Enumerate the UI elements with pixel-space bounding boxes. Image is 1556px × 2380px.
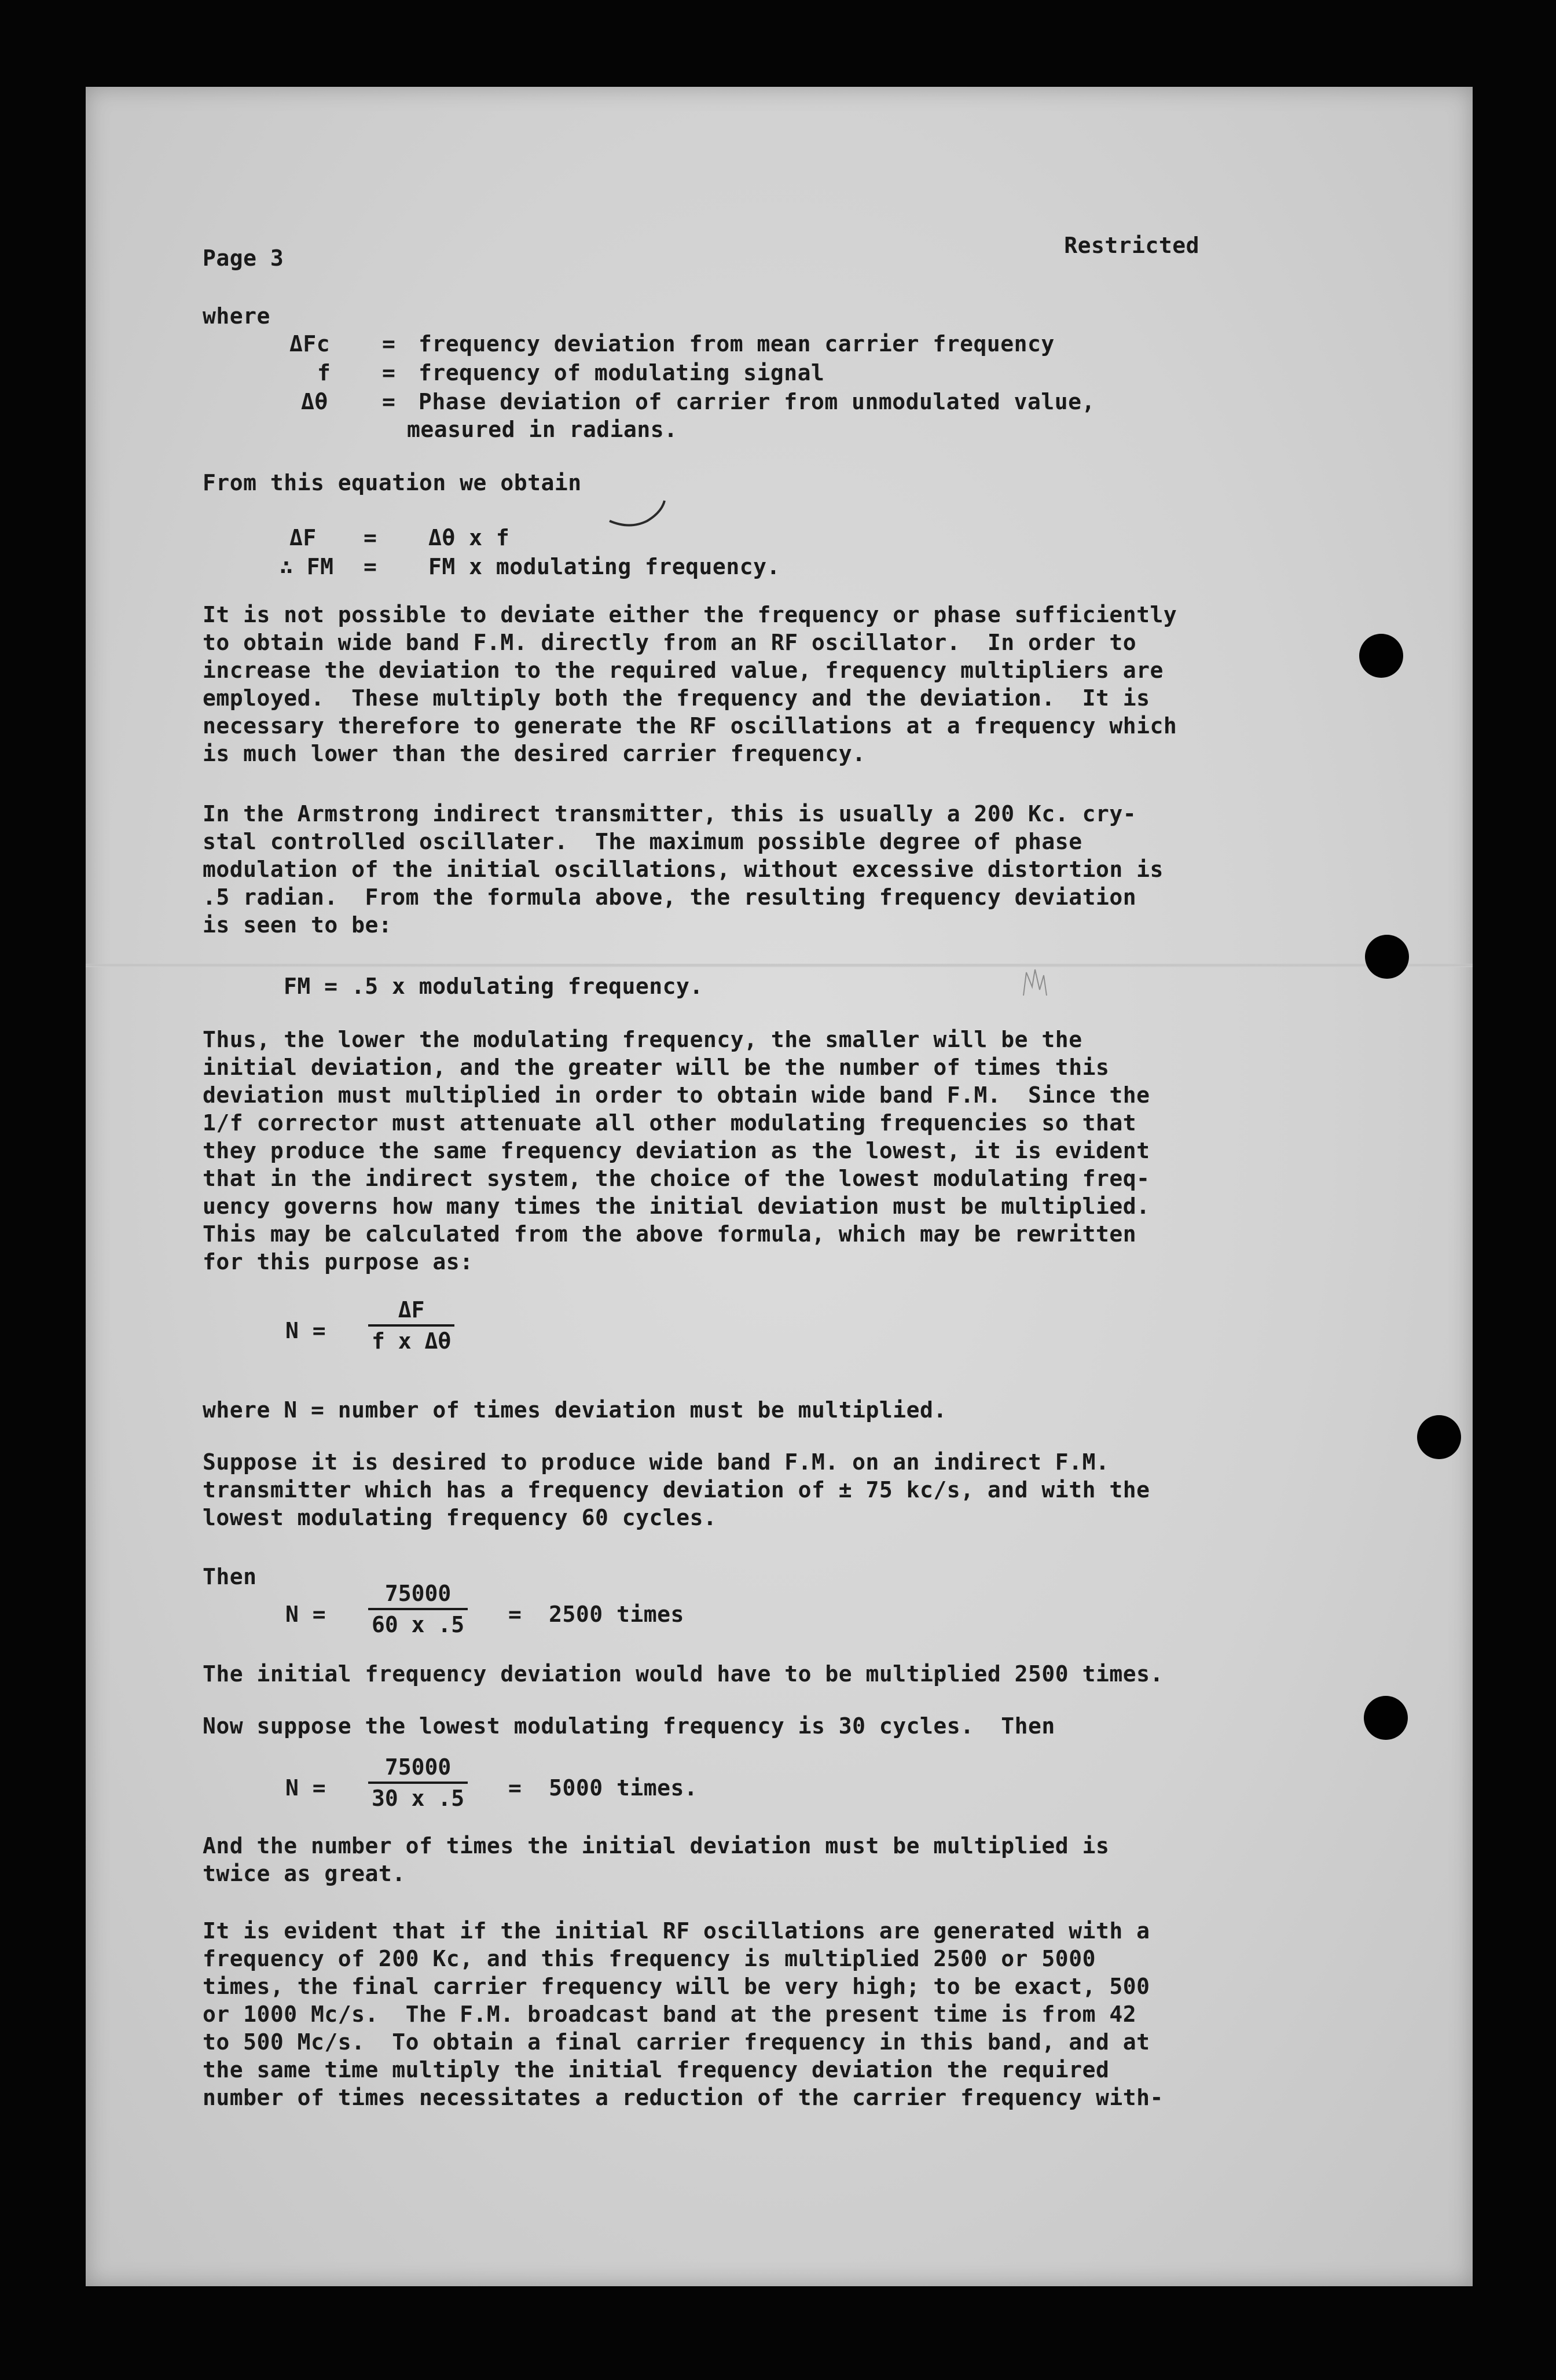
paragraph-line: stal controlled oscillater. The maximum possible degree of phase bbox=[203, 829, 1082, 854]
paragraph-line: transmitter which has a frequency deviation of ± 75 kc/s, and with the bbox=[203, 1477, 1150, 1503]
fraction-bar bbox=[368, 1608, 468, 1610]
equation-lhs: ΔF bbox=[289, 525, 317, 550]
equation-intro: From this equation we obtain bbox=[203, 470, 582, 495]
paragraph-line: to 500 Mc/s. To obtain a final carrier frequency in this band, and at bbox=[203, 2029, 1150, 2055]
definition-equals: = bbox=[382, 331, 396, 357]
paragraph-line: In the Armstrong indirect transmitter, this is usually a 200 Kc. cry- bbox=[203, 801, 1137, 827]
paragraph-line: times, the final carrier frequency will be very high; to be exact, 500 bbox=[203, 1974, 1150, 1999]
definition-symbol: Δθ bbox=[301, 389, 328, 414]
paragraph-line: employed. These multiply both the frequency and the deviation. It is bbox=[203, 685, 1150, 711]
paragraph-line: for this purpose as: bbox=[203, 1249, 474, 1275]
paragraph-line: It is evident that if the initial RF oscillations are generated with a bbox=[203, 1918, 1150, 1944]
sentence: Now suppose the lowest modulating frequency is 30 cycles. Then bbox=[203, 1713, 1055, 1739]
classification-label: Restricted bbox=[1064, 233, 1199, 258]
paragraph-line: necessary therefore to generate the RF oscillations at a frequency which bbox=[203, 713, 1177, 739]
equation-rhs: FM x modulating frequency. bbox=[428, 554, 780, 579]
punch-hole bbox=[1365, 935, 1409, 979]
paragraph-line: And the number of times the initial deviation must be multiplied is bbox=[203, 1833, 1110, 1859]
n2-equation-fraction bbox=[368, 1754, 468, 1812]
paragraph-line: Suppose it is desired to produce wide band F.M. on an indirect F.M. bbox=[203, 1449, 1110, 1475]
definition-text: measured in radians. bbox=[407, 417, 678, 442]
paragraph-line: lowest modulating frequency 60 cycles. bbox=[203, 1505, 717, 1530]
definition-equals: = bbox=[382, 360, 396, 385]
then-label: Then bbox=[203, 1564, 257, 1589]
n1-equation-fraction bbox=[368, 1580, 468, 1638]
definition-text: frequency deviation from mean carrier frequency bbox=[419, 331, 1055, 357]
n1-equation-lhs: N = bbox=[285, 1602, 326, 1627]
definition-equals: = bbox=[382, 389, 396, 414]
fraction-denominator: 60 x .5 bbox=[372, 1612, 465, 1637]
fraction-bar bbox=[368, 1782, 468, 1784]
paragraph-line: It is not possible to deviate either the frequency or phase sufficiently bbox=[203, 602, 1177, 627]
paragraph-line: uency governs how many times the initial deviation must be multiplied. bbox=[203, 1193, 1150, 1219]
ink-smudge bbox=[1018, 961, 1052, 1001]
fraction-numerator: 75000 bbox=[384, 1754, 452, 1780]
paragraph-line: the same time multiply the initial frequency deviation the required bbox=[203, 2057, 1110, 2082]
paragraph-line: is seen to be: bbox=[203, 912, 392, 938]
fraction-denominator: f x Δθ bbox=[372, 1328, 452, 1354]
n-definition: where N = number of times deviation must be multiplied. bbox=[203, 1397, 947, 1423]
fraction-bar bbox=[368, 1324, 454, 1327]
paragraph-line: frequency of 200 Kc, and this frequency is multiplied 2500 or 5000 bbox=[203, 1946, 1096, 1971]
paragraph-line: .5 radian. From the formula above, the resulting frequency deviation bbox=[203, 884, 1137, 910]
fraction-numerator: ΔF bbox=[398, 1297, 425, 1323]
paragraph-line: This may be calculated from the above formula, which may be rewritten bbox=[203, 1221, 1137, 1247]
fm-equation: FM = .5 x modulating frequency. bbox=[284, 974, 703, 999]
page-number: Page 3 bbox=[203, 245, 284, 271]
n1-equation-result: = 2500 times bbox=[508, 1602, 684, 1627]
punch-hole bbox=[1364, 1696, 1408, 1740]
paragraph-line: or 1000 Mc/s. The F.M. broadcast band at the present time is from 42 bbox=[203, 2001, 1137, 2027]
punch-hole bbox=[1359, 634, 1403, 678]
paragraph-line: that in the indirect system, the choice of the lowest modulating freq- bbox=[203, 1166, 1150, 1191]
definition-symbol: f bbox=[317, 360, 331, 385]
paragraph-line: is much lower than the desired carrier frequency. bbox=[203, 741, 866, 766]
equation-rhs: Δθ x f bbox=[428, 525, 510, 550]
paragraph-line: initial deviation, and the greater will be the number of times this bbox=[203, 1055, 1110, 1080]
n-equation-lhs: N = bbox=[285, 1318, 326, 1343]
definition-text: Phase deviation of carrier from unmodulated value, bbox=[419, 389, 1095, 414]
paragraph-line: 1/f corrector must attenuate all other modulating frequencies so that bbox=[203, 1110, 1137, 1136]
n2-equation-lhs: N = bbox=[285, 1775, 326, 1801]
equation-equals: = bbox=[364, 554, 377, 579]
paragraph-line: number of times necessitates a reduction of the carrier frequency with- bbox=[203, 2085, 1164, 2110]
definitions-intro: where bbox=[203, 303, 270, 329]
definition-text: frequency of modulating signal bbox=[419, 360, 825, 385]
paragraph-line: deviation must multiplied in order to obtain wide band F.M. Since the bbox=[203, 1082, 1150, 1108]
equation-equals: = bbox=[364, 525, 377, 550]
sentence: The initial frequency deviation would have to be multiplied 2500 times. bbox=[203, 1661, 1164, 1687]
fraction-numerator: 75000 bbox=[384, 1581, 452, 1606]
paragraph-line: they produce the same frequency deviation as the lowest, it is evident bbox=[203, 1138, 1150, 1163]
handwritten-check-mark bbox=[607, 498, 670, 538]
document-page bbox=[86, 87, 1473, 2286]
paragraph-line: twice as great. bbox=[203, 1861, 406, 1886]
fraction-denominator: 30 x .5 bbox=[372, 1786, 465, 1811]
n2-equation-result: = 5000 times. bbox=[508, 1775, 698, 1801]
paragraph-line: increase the deviation to the required value, frequency multipliers are bbox=[203, 658, 1164, 683]
paragraph-line: Thus, the lower the modulating frequency, the smaller will be the bbox=[203, 1027, 1082, 1052]
n-equation-fraction bbox=[368, 1296, 454, 1354]
equation-lhs: ∴ FM bbox=[280, 554, 334, 579]
punch-hole bbox=[1417, 1415, 1461, 1459]
page-fold-line bbox=[86, 964, 1473, 967]
paragraph-line: modulation of the initial oscillations, without excessive distortion is bbox=[203, 857, 1164, 882]
paragraph-line: to obtain wide band F.M. directly from an RF oscillator. In order to bbox=[203, 630, 1137, 655]
definition-symbol: ΔFc bbox=[289, 331, 331, 357]
